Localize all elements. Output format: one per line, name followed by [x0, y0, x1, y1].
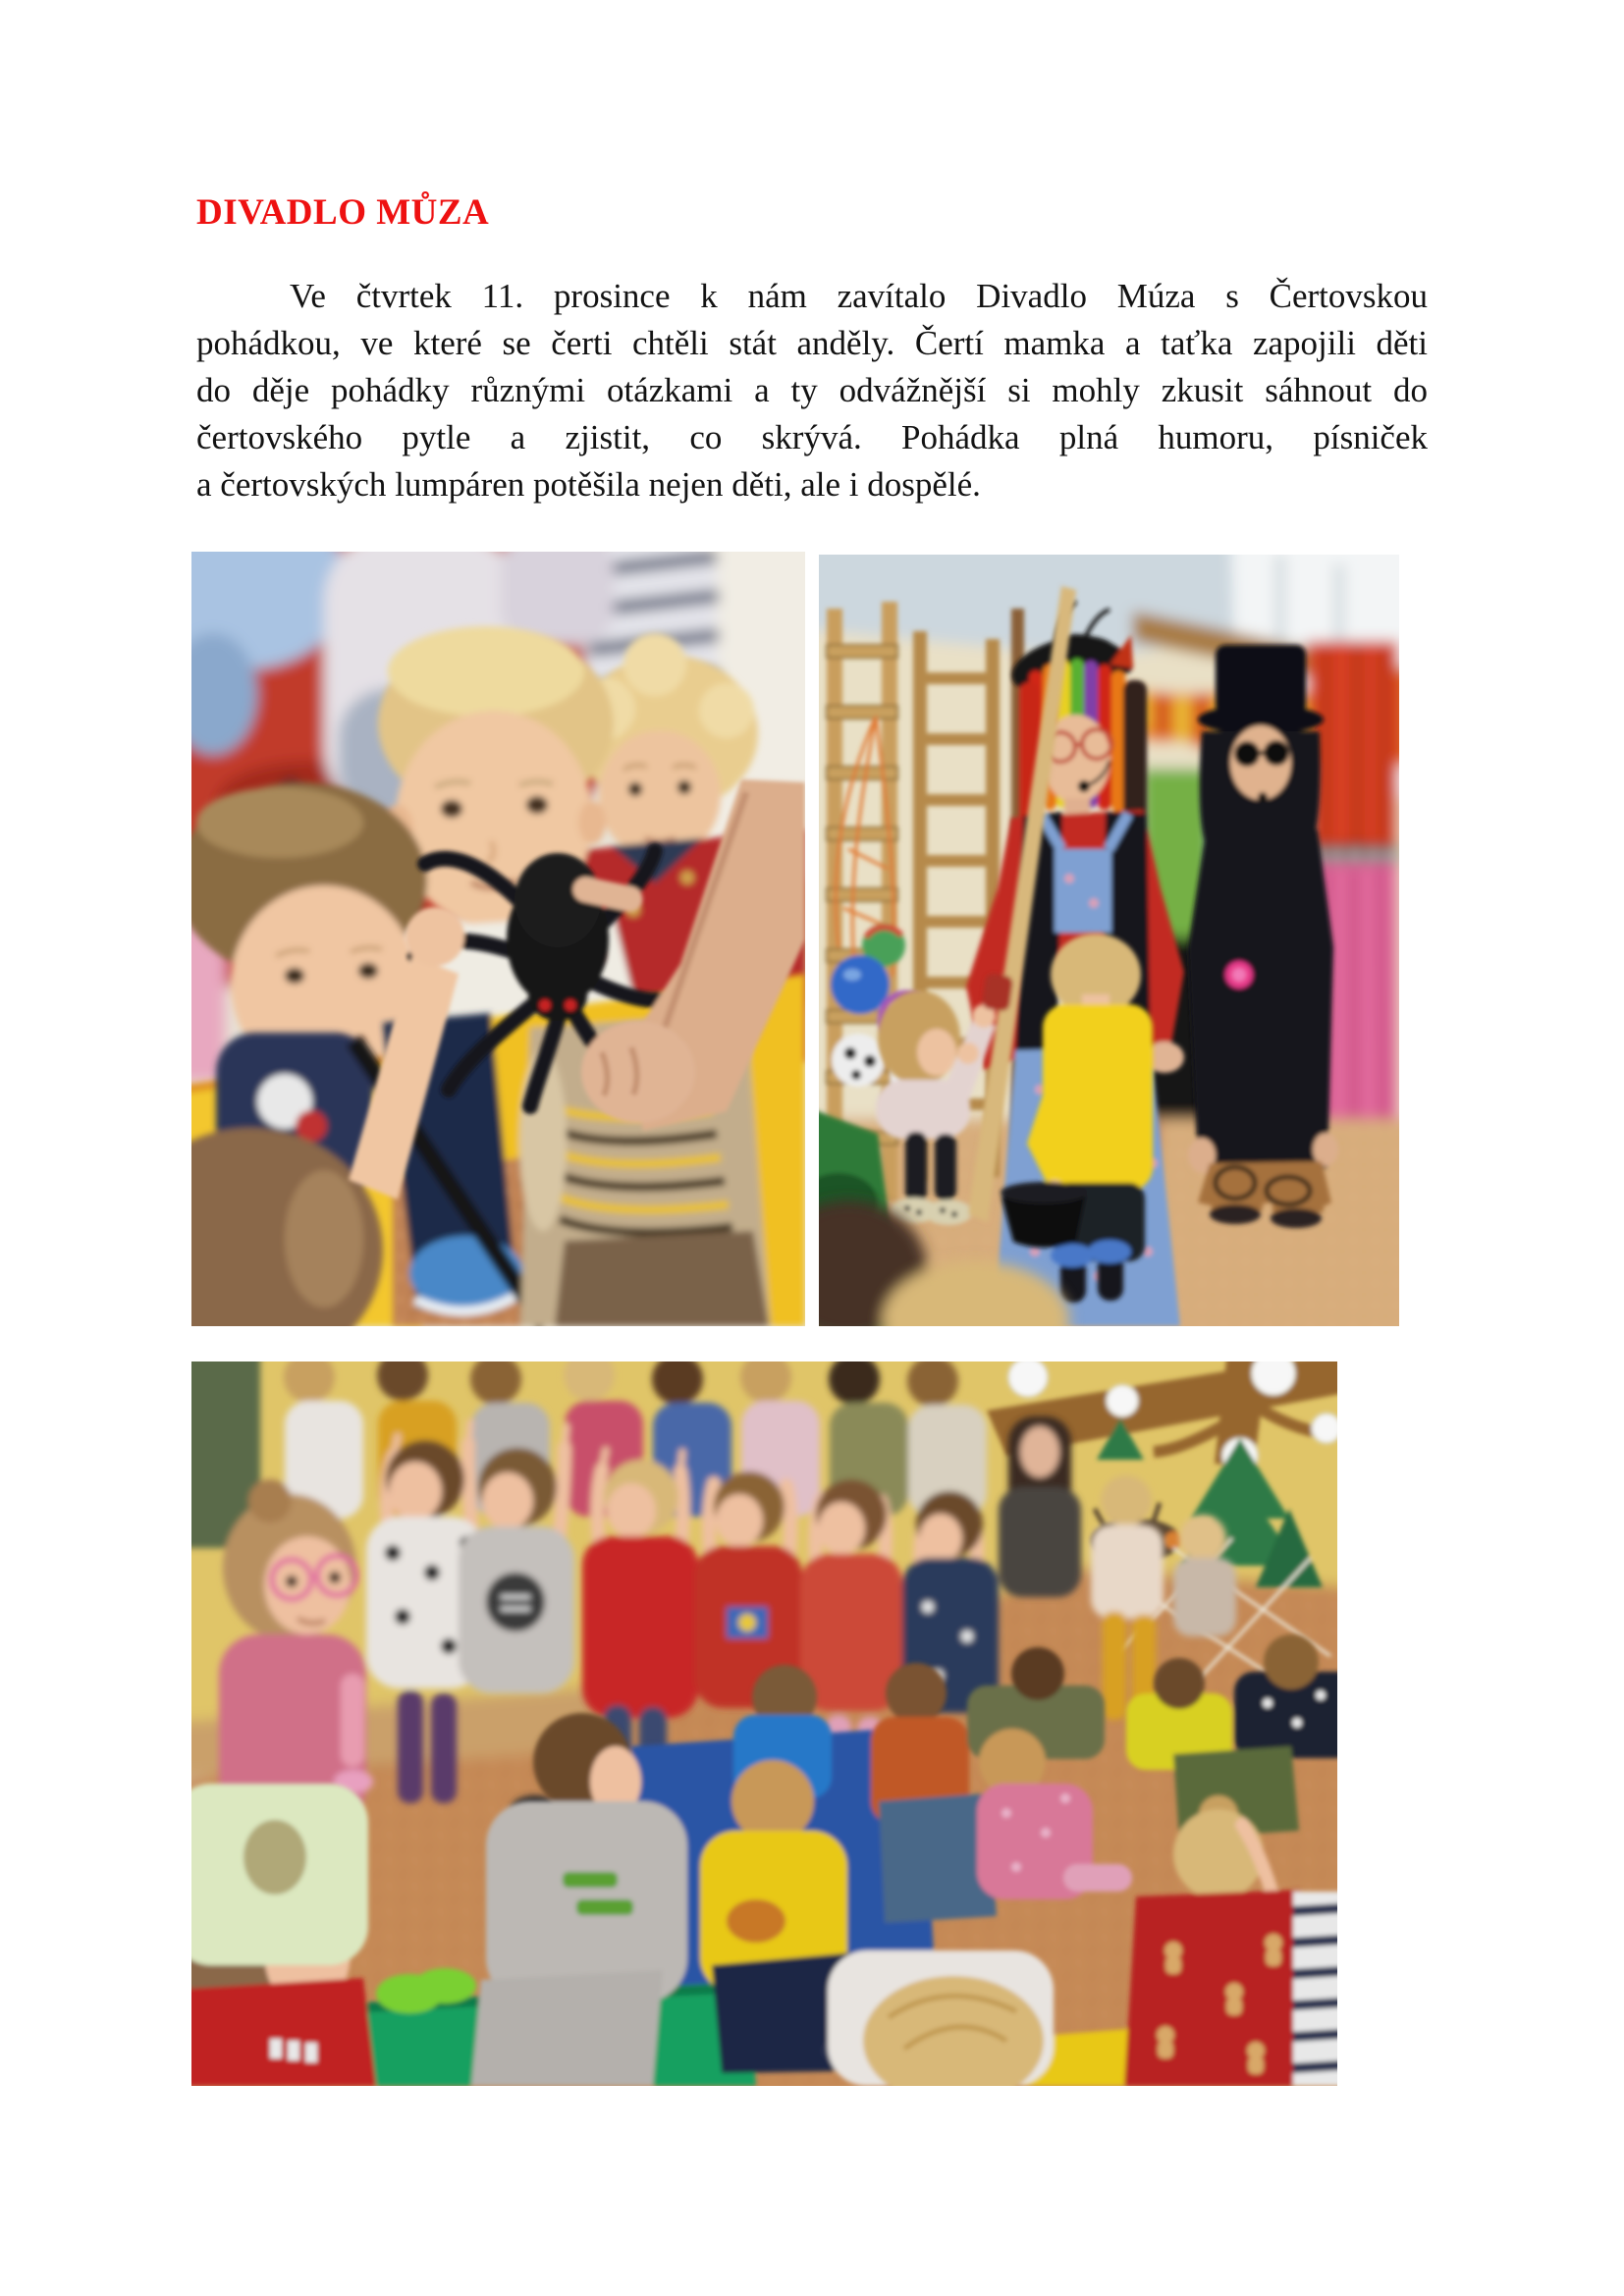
photo-children-audience-graphic [191, 1362, 1337, 2086]
photo-children-with-spider [191, 552, 805, 1326]
paragraph-line: pohádkou, ve které se čerti chtěli stát anděly. Čertí mamka a taťka zapojili děti [196, 324, 1428, 362]
body-paragraph [196, 273, 1428, 508]
photo-devil-actors-stage [819, 555, 1399, 1326]
photo-children-with-spider-graphic [191, 552, 805, 1326]
paragraph-line: a čertovských lumpáren potěšila nejen děti, ale i dospělé. [196, 465, 981, 504]
page-title: DIVADLO MŮZA [196, 192, 490, 233]
photo-devil-actors-stage-graphic [819, 555, 1399, 1326]
paragraph-line: do děje pohádky různými otázkami a ty odvážnější si mohly zkusit sáhnout do [196, 371, 1428, 409]
photo-children-audience [191, 1362, 1337, 2086]
paragraph-line: čertovského pytle a zjistit, co skrývá. Pohádka plná humoru, písniček [196, 418, 1428, 456]
paragraph-line: Ve čtvrtek 11. prosince k nám zavítalo Divadlo Múza s Čertovskou [290, 277, 1428, 315]
